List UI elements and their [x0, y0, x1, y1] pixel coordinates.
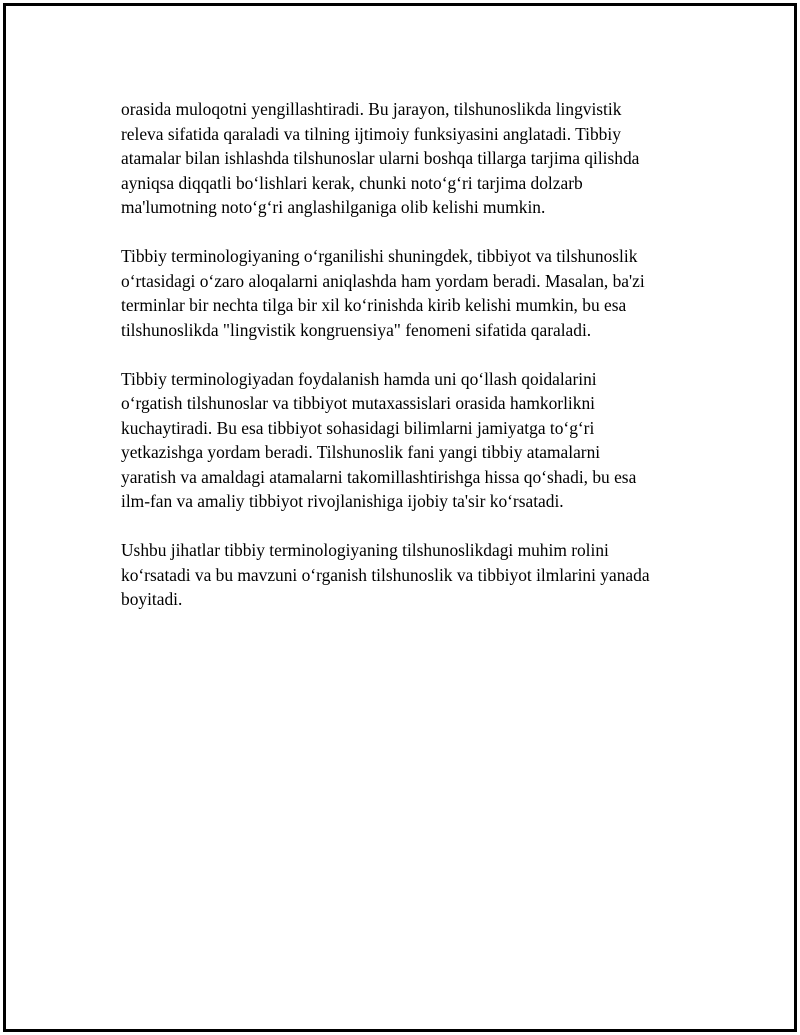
page-frame	[3, 3, 797, 1032]
paragraph-3	[121, 367, 691, 514]
text-line: ma'lumotning noto‘g‘ri anglashilganiga olib kelishi mumkin.	[121, 197, 546, 217]
text-line: boyitadi.	[121, 589, 183, 609]
paragraph-4	[121, 538, 691, 612]
text-line: yetkazishga yordam beradi. Tilshunoslik fani yangi tibbiy atamalarni	[121, 442, 601, 462]
text-line: o‘rgatish tilshunoslar va tibbiyot mutaxassislari orasida hamkorlikni	[121, 393, 595, 413]
text-line: orasida muloqotni yengillashtiradi. Bu jarayon, tilshunoslikda lingvistik	[121, 99, 622, 119]
text-line: Tibbiy terminologiyadan foydalanish hamda uni qo‘llash qoidalarini	[121, 368, 597, 389]
text-line: ko‘rsatadi va bu mavzuni o‘rganish tilshunoslik va tibbiyot ilmlarini yanada	[121, 564, 650, 585]
text-line: ilm-fan va amaliy tibbiyot rivojlanishiga ijobiy ta'sir ko‘rsatadi.	[121, 491, 564, 511]
text-line: Ushbu jihatlar tibbiy terminologiyaning tilshunoslikdagi muhim rolini	[121, 540, 609, 560]
text-line: kuchaytiradi. Bu esa tibbiyot sohasidagi bilimlarni jamiyatga to‘g‘ri	[121, 417, 595, 438]
text-line: tilshunoslikda "lingvistik kongruensiya" fenomeni sifatida qaraladi.	[121, 319, 592, 340]
paragraph-2	[121, 244, 691, 342]
document-body	[121, 97, 691, 636]
text-line: releva sifatida qaraladi va tilning ijtimoiy funksiyasini anglatadi. Tibbiy	[121, 123, 621, 144]
text-line: o‘rtasidagi o‘zaro aloqalarni aniqlashda ham yordam beradi. Masalan, ba'zi	[121, 270, 645, 291]
text-line: terminlar bir nechta tilga bir xil ko‘rinishda kirib kelishi mumkin, bu esa	[121, 295, 627, 315]
text-line: Tibbiy terminologiyaning o‘rganilishi shuningdek, tibbiyot va tilshunoslik	[121, 246, 638, 266]
text-line: atamalar bilan ishlashda tilshunoslar ularni boshqa tillarga tarjima qilishda	[121, 148, 640, 168]
paragraph-1	[121, 97, 691, 220]
text-line: ayniqsa diqqatli bo‘lishlari kerak, chunki noto‘g‘ri tarjima dolzarb	[121, 172, 583, 193]
text-line: yaratish va amaldagi atamalarni takomillashtirishga hissa qo‘shadi, bu esa	[121, 466, 637, 487]
